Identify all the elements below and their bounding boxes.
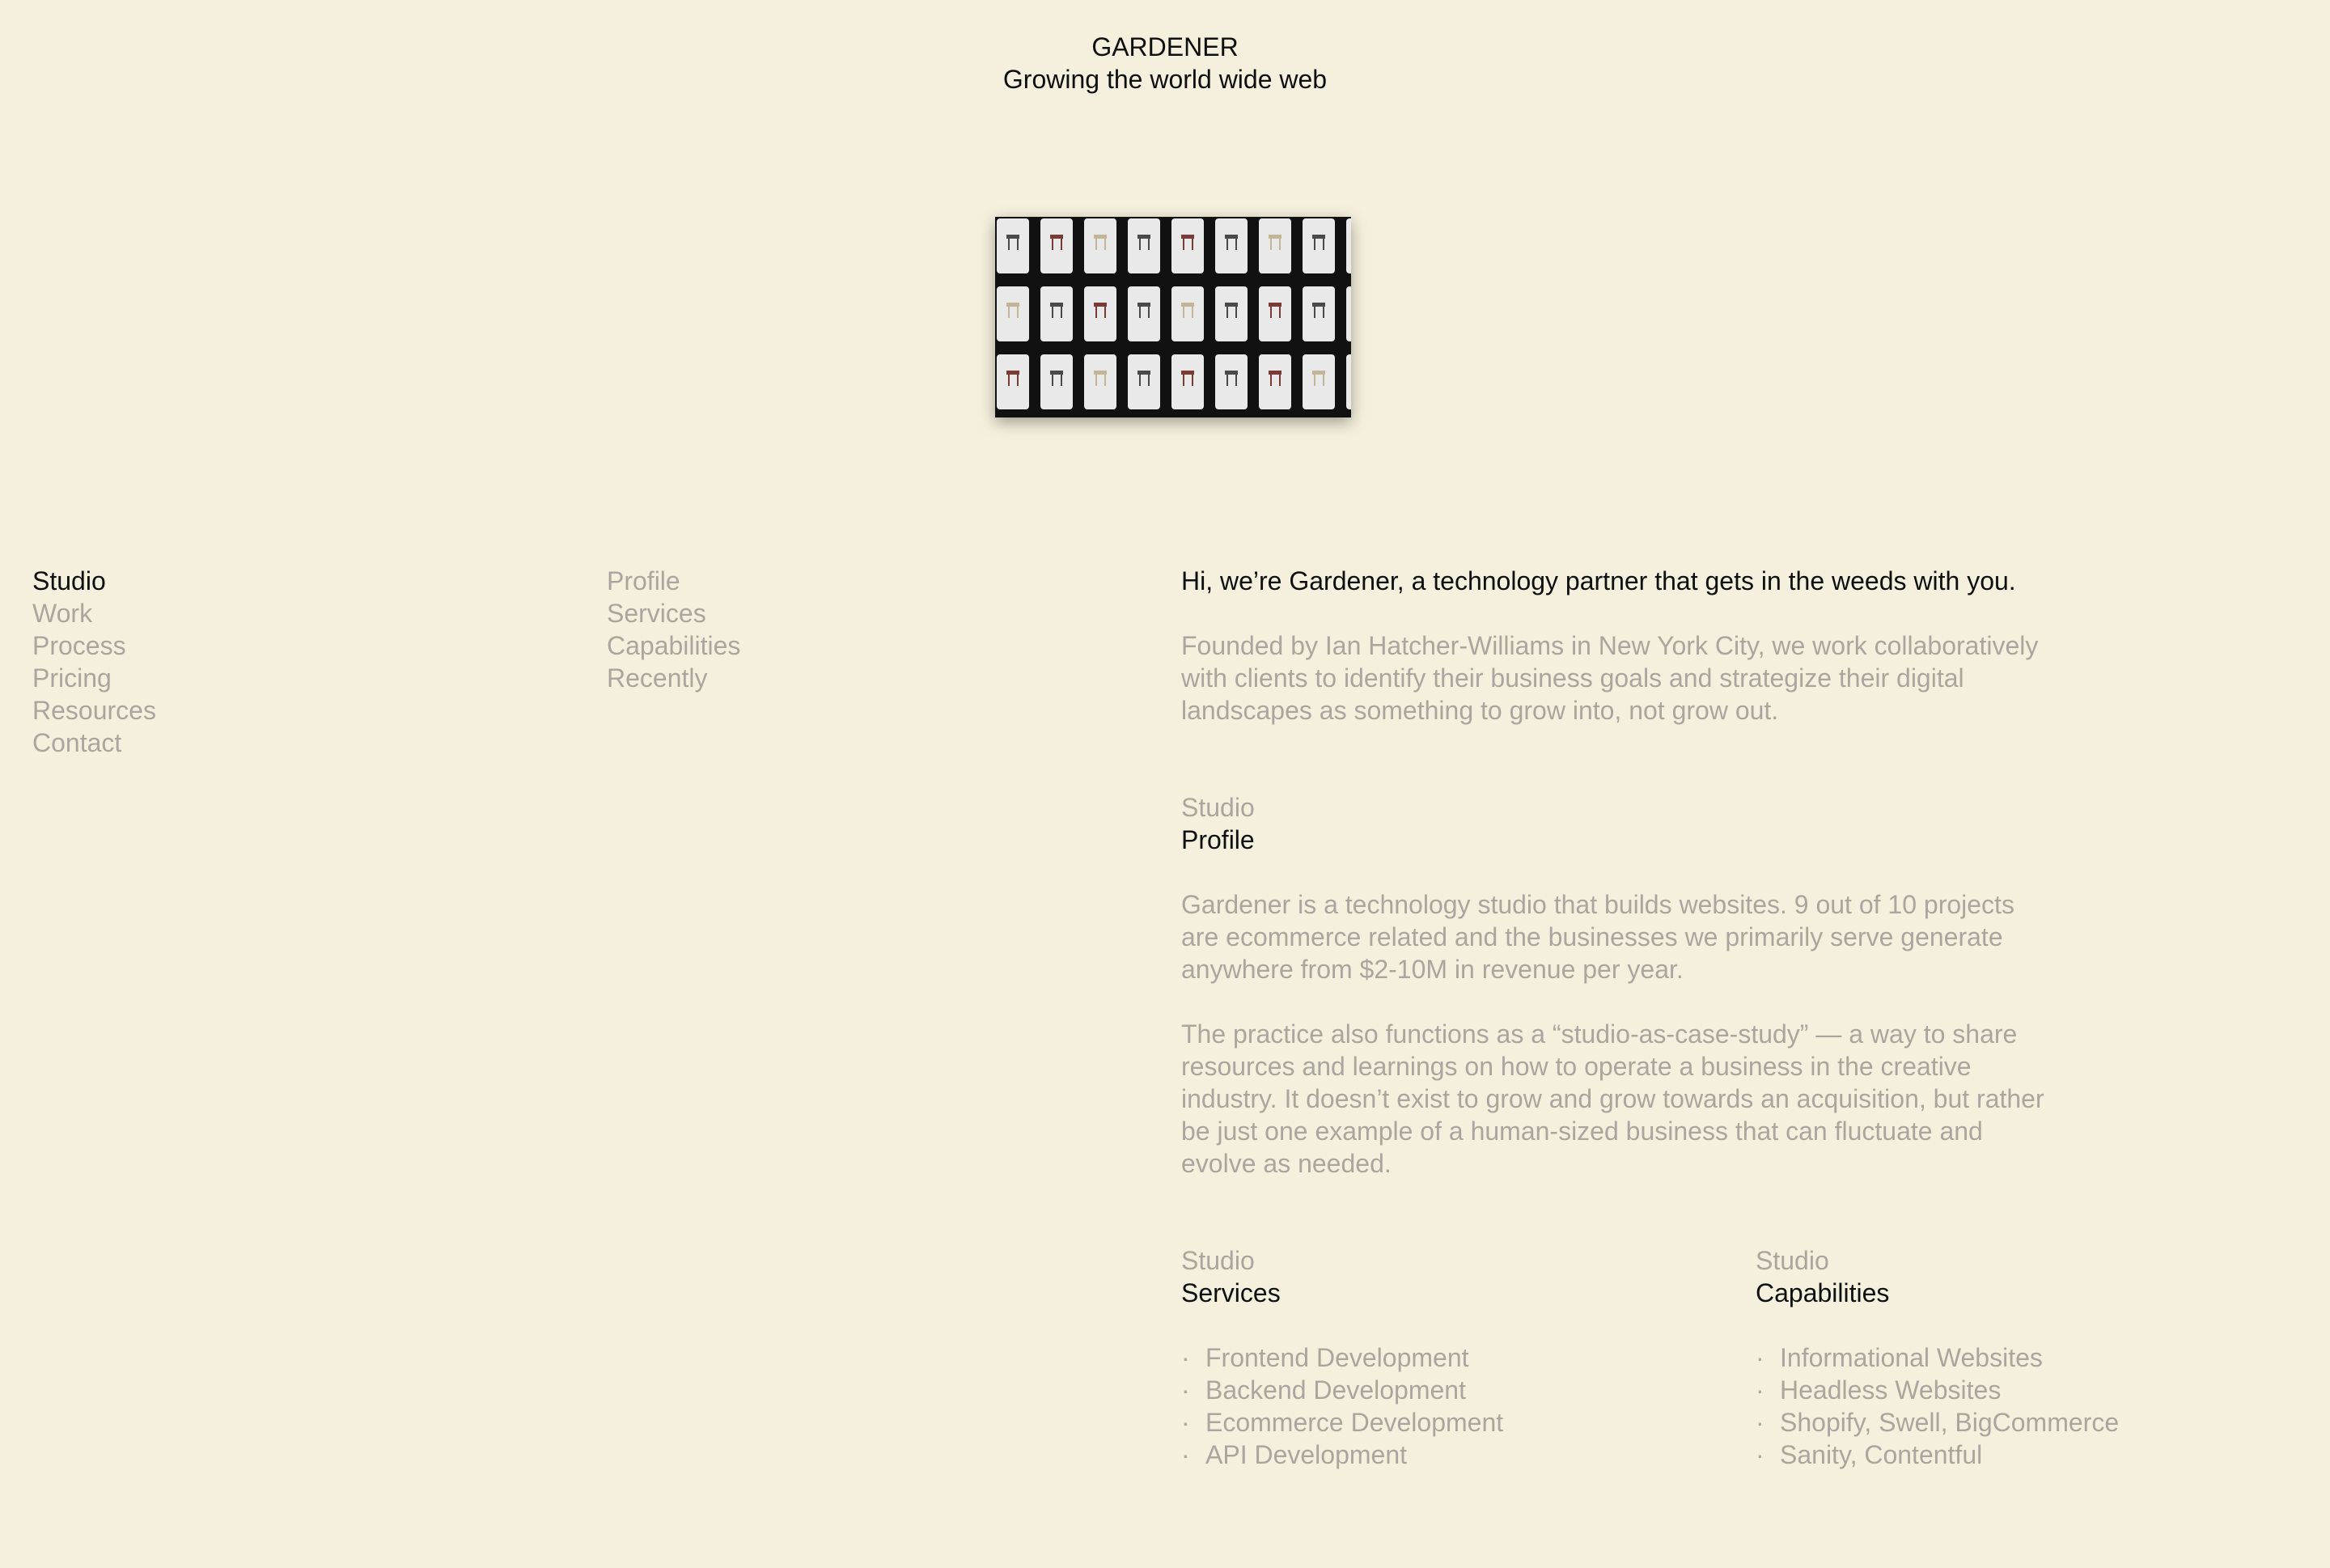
text-line: The practice also functions as a “studio-as-case-study” — a way to share	[1181, 1019, 2018, 1049]
text-line: landscapes as something to grow into, not grow out.	[1181, 696, 1779, 725]
intro-heading: Hi, we’re Gardener, a technology partner that gets in the weeds with you.	[1181, 566, 2016, 595]
chair-leg	[1183, 239, 1184, 250]
chair-leg	[1095, 239, 1097, 250]
services-item-label: API Development	[1205, 1440, 1408, 1469]
capabilities-item-label: Sanity, Contentful	[1780, 1440, 1983, 1469]
section-link-services[interactable]: Services	[607, 599, 706, 628]
hero-product-grid-image	[995, 217, 1351, 417]
product-tile	[1259, 286, 1291, 341]
chair-leg	[1061, 239, 1062, 250]
services-item-label: Backend Development	[1205, 1375, 1466, 1405]
chair-leg	[1314, 307, 1315, 318]
chair-seat	[1312, 235, 1325, 239]
chair-leg	[1323, 375, 1324, 386]
product-tile	[1084, 218, 1116, 273]
product-tile	[1171, 218, 1204, 273]
chair-leg	[1279, 239, 1281, 250]
product-tile	[1128, 354, 1160, 409]
chair-leg	[1148, 239, 1150, 250]
services-section	[1181, 1244, 1503, 1471]
chair-seat	[1181, 371, 1194, 375]
capabilities-title: Capabilities	[1756, 1278, 1890, 1307]
chair-leg	[1226, 307, 1228, 318]
product-tile	[1040, 354, 1073, 409]
chair-leg	[1139, 307, 1141, 318]
site-header	[0, 31, 2330, 95]
chair-leg	[1061, 375, 1062, 386]
section-link-recently[interactable]: Recently	[607, 663, 708, 693]
chair-seat	[1269, 303, 1282, 307]
bullet-dot: ·	[1756, 1440, 1764, 1469]
chair-leg	[1314, 375, 1315, 386]
product-tile	[1259, 354, 1291, 409]
chair-seat	[1312, 371, 1325, 375]
chair-seat	[1094, 235, 1107, 239]
section-nav	[607, 565, 740, 694]
capabilities-item-label: Headless Websites	[1780, 1375, 2002, 1405]
chair-seat	[1225, 235, 1238, 239]
profile-paragraph-2	[1181, 1018, 2071, 1180]
chair-leg	[1270, 239, 1272, 250]
profile-section	[1181, 791, 2071, 1180]
chair-leg	[1192, 239, 1193, 250]
chair-seat	[1181, 235, 1194, 239]
chair-leg	[1323, 307, 1324, 318]
product-tile	[1346, 286, 1351, 341]
chair-leg	[1061, 307, 1062, 318]
main-content	[1181, 565, 2120, 1568]
chair-leg	[1148, 307, 1150, 318]
chair-leg	[1104, 375, 1106, 386]
services-capabilities-grid	[1181, 1244, 2330, 1568]
chair-leg	[1008, 307, 1010, 318]
chair-leg	[1183, 375, 1184, 386]
bullet-dot: ·	[1756, 1408, 1764, 1437]
chair-seat	[1225, 303, 1238, 307]
nav-item-studio[interactable]: Studio	[32, 566, 106, 595]
chair-leg	[1279, 307, 1281, 318]
chair-leg	[1017, 307, 1019, 318]
text-line: Gardener is a technology studio that builds websites. 9 out of 10 projects	[1181, 890, 2014, 919]
chair-seat	[1094, 371, 1107, 375]
chair-leg	[1008, 239, 1010, 250]
profile-eyebrow: Studio	[1181, 793, 1255, 822]
chair-seat	[1225, 371, 1238, 375]
text-line: anywhere from $2-10M in revenue per year.	[1181, 955, 1684, 984]
section-link-capabilities[interactable]: Capabilities	[607, 631, 741, 660]
chair-leg	[1139, 375, 1141, 386]
bullet-dot: ·	[1756, 1343, 1764, 1372]
product-tile	[1303, 354, 1335, 409]
bullet-dot: ·	[1756, 1375, 1764, 1405]
text-line: with clients to identify their business goals and strategize their digital	[1181, 663, 1964, 693]
chair-leg	[1148, 375, 1150, 386]
chair-leg	[1235, 307, 1237, 318]
nav-item-work[interactable]: Work	[32, 599, 93, 628]
product-tile	[1303, 286, 1335, 341]
section-link-profile[interactable]: Profile	[607, 566, 680, 595]
chair-leg	[1235, 239, 1237, 250]
bullet-dot: ·	[1181, 1343, 1190, 1372]
capabilities-item-label: Informational Websites	[1780, 1343, 2043, 1372]
services-item-label: Ecommerce Development	[1205, 1408, 1504, 1437]
product-tile	[1171, 354, 1204, 409]
chair-leg	[1104, 307, 1106, 318]
chair-seat	[1050, 303, 1063, 307]
chair-seat	[1269, 371, 1282, 375]
nav-item-pricing[interactable]: Pricing	[32, 663, 112, 693]
chair-seat	[1312, 303, 1325, 307]
bullet-dot: ·	[1181, 1375, 1190, 1405]
chair-seat	[1050, 371, 1063, 375]
chair-seat	[1094, 303, 1107, 307]
chair-leg	[1095, 375, 1097, 386]
chair-seat	[1050, 235, 1063, 239]
product-tile	[1040, 218, 1073, 273]
chair-leg	[1270, 375, 1272, 386]
services-item	[1181, 1439, 1503, 1471]
chair-leg	[1104, 239, 1106, 250]
bullet-dot: ·	[1181, 1440, 1190, 1469]
capabilities-item	[1756, 1406, 2119, 1439]
services-item	[1181, 1406, 1503, 1439]
chair-seat	[1006, 371, 1019, 375]
chair-leg	[1314, 239, 1315, 250]
chair-leg	[1192, 375, 1193, 386]
product-tile	[1303, 218, 1335, 273]
product-tile	[1084, 286, 1116, 341]
text-line: resources and learnings on how to operate a business in the creative	[1181, 1052, 1972, 1081]
capabilities-item	[1756, 1374, 2119, 1406]
capabilities-list	[1756, 1341, 2119, 1471]
services-item	[1181, 1374, 1503, 1406]
chair-leg	[1052, 239, 1053, 250]
chair-leg	[1226, 375, 1228, 386]
text-line: be just one example of a human-sized business that can fluctuate and	[1181, 1117, 1983, 1146]
product-tile	[1346, 354, 1351, 409]
nav-item-contact[interactable]: Contact	[32, 728, 122, 757]
product-tile	[1128, 286, 1160, 341]
brand-logo[interactable]: GARDENER	[1091, 32, 1239, 61]
chair-leg	[1095, 307, 1097, 318]
capabilities-item	[1756, 1341, 2119, 1374]
product-tile	[1215, 218, 1248, 273]
capabilities-section	[1756, 1244, 2119, 1471]
product-tile	[1040, 286, 1073, 341]
founded-paragraph	[1181, 629, 2071, 727]
chair-leg	[1235, 375, 1237, 386]
capabilities-eyebrow: Studio	[1756, 1246, 1829, 1275]
product-tile	[1171, 286, 1204, 341]
chair-leg	[1226, 239, 1228, 250]
chair-leg	[1192, 307, 1193, 318]
product-tile	[1346, 218, 1351, 273]
product-tile	[1084, 354, 1116, 409]
chair-leg	[1052, 375, 1053, 386]
product-tile	[997, 354, 1029, 409]
services-item	[1181, 1341, 1503, 1374]
chair-seat	[1137, 371, 1150, 375]
text-line: evolve as needed.	[1181, 1149, 1392, 1178]
product-tile	[997, 286, 1029, 341]
product-tile	[1128, 218, 1160, 273]
services-title: Services	[1181, 1278, 1281, 1307]
profile-title: Profile	[1181, 825, 1255, 854]
chair-leg	[1139, 239, 1141, 250]
site-tagline: Growing the world wide web	[1002, 65, 1328, 94]
product-tile	[1215, 286, 1248, 341]
product-grid-graphic	[995, 217, 1351, 417]
bullet-dot: ·	[1181, 1408, 1190, 1437]
services-list	[1181, 1341, 1503, 1471]
chair-leg	[1017, 375, 1019, 386]
capabilities-item	[1756, 1439, 2119, 1471]
chair-leg	[1323, 239, 1324, 250]
text-line: Founded by Ian Hatcher-Williams in New York City, we work collaboratively	[1181, 631, 2039, 660]
profile-paragraph-1	[1181, 888, 2071, 985]
product-tile	[1215, 354, 1248, 409]
product-tile	[997, 218, 1029, 273]
chair-seat	[1181, 303, 1194, 307]
chair-leg	[1052, 307, 1053, 318]
primary-nav	[32, 565, 156, 759]
chair-leg	[1008, 375, 1010, 386]
services-eyebrow: Studio	[1181, 1246, 1255, 1275]
services-item-label: Frontend Development	[1205, 1343, 1469, 1372]
text-line: are ecommerce related and the businesses we primarily serve generate	[1181, 922, 2003, 951]
chair-seat	[1006, 303, 1019, 307]
nav-item-process[interactable]: Process	[32, 631, 126, 660]
chair-seat	[1269, 235, 1282, 239]
chair-seat	[1137, 303, 1150, 307]
text-line: industry. It doesn’t exist to grow and grow towards an acquisition, but rather	[1181, 1084, 2044, 1113]
chair-leg	[1270, 307, 1272, 318]
chair-leg	[1279, 375, 1281, 386]
capabilities-item-label: Shopify, Swell, BigCommerce	[1780, 1408, 2120, 1437]
chair-seat	[1137, 235, 1150, 239]
chair-leg	[1183, 307, 1184, 318]
chair-seat	[1006, 235, 1019, 239]
nav-item-resources[interactable]: Resources	[32, 696, 156, 725]
product-tile	[1259, 218, 1291, 273]
chair-leg	[1017, 239, 1019, 250]
